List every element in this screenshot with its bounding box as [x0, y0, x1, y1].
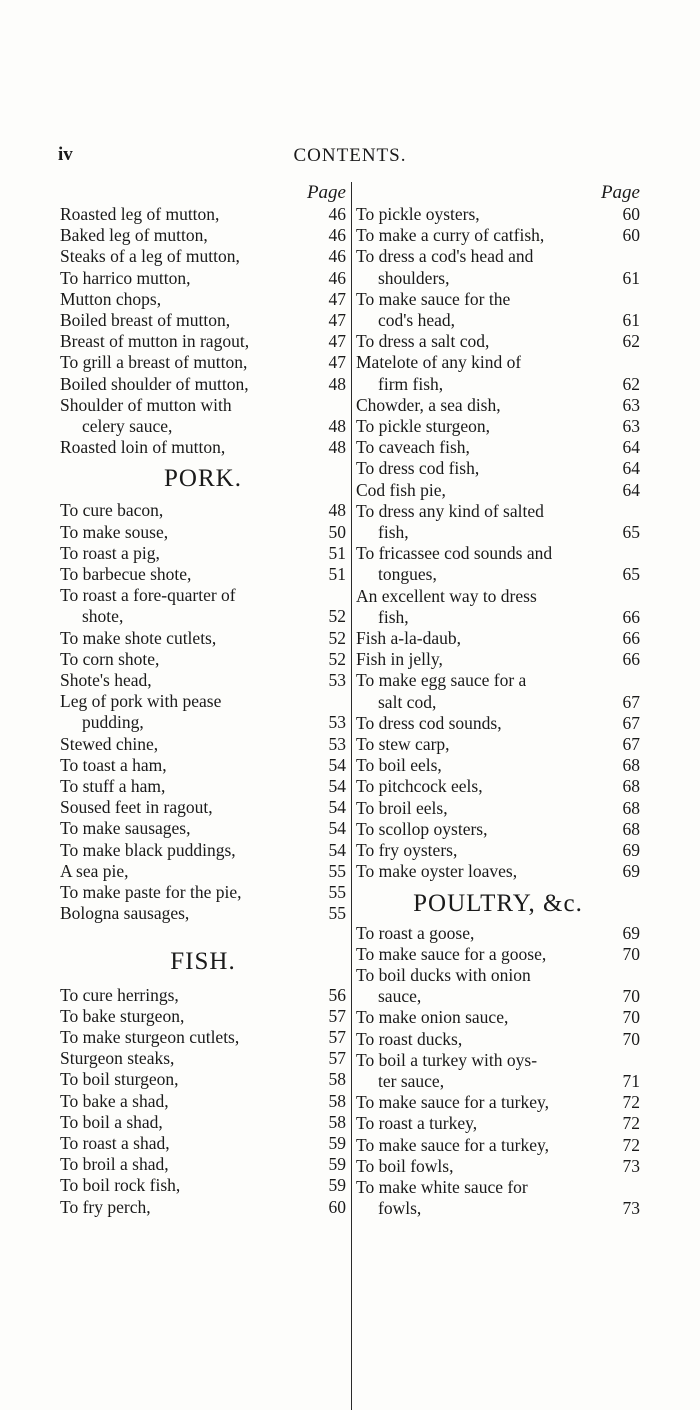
contents-entry: [356, 1071, 640, 1092]
entry-title: To pickle sturgeon,: [356, 416, 491, 437]
contents-entry: [60, 734, 346, 755]
contents-entry: [356, 923, 640, 944]
entry-title: To make white sauce for: [356, 1176, 528, 1197]
contents-entry: [356, 437, 640, 458]
contents-entry: [60, 628, 346, 649]
contents-entry: [60, 818, 346, 839]
entry-page-number: 60: [622, 225, 640, 246]
entry-title: To broil eels,: [356, 797, 448, 818]
entry-page-number: 58: [328, 1090, 346, 1111]
entry-page-number: 53: [328, 712, 346, 733]
contents-entry: [356, 1135, 640, 1156]
contents-entry: [356, 246, 640, 267]
entry-title: To bake a shad,: [60, 1090, 169, 1111]
entry-title: shoulders,: [378, 267, 450, 288]
entry-title: Boiled shoulder of mutton,: [60, 373, 249, 394]
entry-title: To make sturgeon cutlets,: [60, 1026, 240, 1047]
contents-entry: [60, 649, 346, 670]
section-heading-pork: PORK.: [164, 465, 242, 493]
entry-title: Boiled breast of mutton,: [60, 310, 231, 331]
contents-entry: [356, 986, 640, 1007]
entry-title: Stewed chine,: [60, 733, 159, 754]
contents-column-left: [60, 181, 346, 1218]
entry-page-number: 53: [328, 670, 346, 691]
contents-entry: [60, 670, 346, 691]
contents-list: [60, 500, 346, 924]
contents-entry: [60, 522, 346, 543]
contents-entry: [356, 670, 640, 691]
entry-page-number: 70: [622, 986, 640, 1007]
contents-entry: [356, 607, 640, 628]
entry-page-number: 48: [328, 437, 346, 458]
entry-page-number: 55: [328, 860, 346, 881]
contents-entry: [356, 225, 640, 246]
entry-title: cod's head,: [378, 310, 456, 331]
entry-page-number: 69: [622, 840, 640, 861]
contents-entry: [60, 585, 346, 606]
section-heading-poultry: POULTRY, &c.: [413, 889, 583, 917]
contents-entry: [60, 840, 346, 861]
entry-title: To roast a pig,: [60, 542, 160, 563]
contents-entry: [60, 797, 346, 818]
contents-entry: [356, 204, 640, 225]
entry-page-number: 64: [622, 437, 640, 458]
entry-page-number: 54: [328, 839, 346, 860]
contents-entry: [60, 1006, 346, 1027]
entry-title: Mutton chops,: [60, 288, 162, 309]
contents-entry: [356, 1177, 640, 1198]
contents-entry: [356, 395, 640, 416]
contents-list: [356, 204, 640, 883]
entry-page-number: 63: [622, 416, 640, 437]
entry-title: Chowder, a sea dish,: [356, 394, 501, 415]
entry-page-number: 69: [622, 861, 640, 882]
contents-entry: [356, 734, 640, 755]
contents-entry: [356, 268, 640, 289]
entry-title: celery sauce,: [82, 416, 173, 437]
entry-page-number: 58: [328, 1111, 346, 1132]
contents-entry: [356, 755, 640, 776]
entry-page-number: 57: [328, 1026, 346, 1047]
entry-title: fish,: [378, 606, 409, 627]
entry-page-number: 47: [328, 352, 346, 373]
contents-entry: [60, 691, 346, 712]
entry-page-number: 67: [622, 691, 640, 712]
entry-title: To boil sturgeon,: [60, 1069, 179, 1090]
entry-page-number: 47: [328, 310, 346, 331]
entry-page-number: 54: [328, 776, 346, 797]
contents-entry: [356, 522, 640, 543]
contents-entry: [60, 985, 346, 1006]
entry-title: Fish in jelly,: [356, 649, 443, 670]
entry-page-number: 52: [328, 606, 346, 627]
entry-title: To scollop oysters,: [356, 818, 488, 839]
entry-title: To dress cod fish,: [356, 458, 480, 479]
contents-entry: [356, 776, 640, 797]
contents-entry: [356, 965, 640, 986]
contents-entry: [60, 374, 346, 395]
entry-title: To make paste for the pie,: [60, 882, 242, 903]
entry-page-number: 65: [622, 564, 640, 585]
entry-title: To boil rock fish,: [60, 1175, 181, 1196]
contents-entry: [356, 819, 640, 840]
entry-page-number: 54: [328, 818, 346, 839]
contents-entry: [60, 1197, 346, 1218]
entry-page-number: 48: [328, 500, 346, 521]
entry-title: Baked leg of mutton,: [60, 225, 208, 246]
contents-entry: [60, 352, 346, 373]
entry-page-number: 53: [328, 733, 346, 754]
entry-title: Leg of pork with pease: [60, 691, 222, 712]
contents-entry: [356, 416, 640, 437]
entry-page-number: 72: [622, 1134, 640, 1155]
entry-page-number: 63: [622, 394, 640, 415]
entry-title: To corn shote,: [60, 648, 160, 669]
entry-page-number: 70: [622, 943, 640, 964]
entry-title: To dress cod sounds,: [356, 712, 502, 733]
contents-entry: [60, 882, 346, 903]
entry-title: To fry perch,: [60, 1196, 151, 1217]
entry-page-number: 59: [328, 1154, 346, 1175]
contents-entry: [356, 861, 640, 882]
entry-page-number: 68: [622, 797, 640, 818]
contents-entry: [60, 500, 346, 521]
page-column-label: Page: [306, 182, 346, 203]
contents-entry: [356, 1156, 640, 1177]
entry-title: A sea pie,: [60, 860, 129, 881]
entry-page-number: 51: [328, 564, 346, 585]
entry-page-number: 64: [622, 479, 640, 500]
entry-title: To barbecue shote,: [60, 564, 192, 585]
contents-entry: [356, 564, 640, 585]
contents-entry: [60, 437, 346, 458]
entry-title: To boil a shad,: [60, 1111, 163, 1132]
entry-title: To boil a turkey with oys-: [356, 1049, 538, 1070]
page-title: CONTENTS.: [293, 145, 407, 166]
entry-title: To roast a fore-quarter of: [60, 585, 236, 606]
contents-entry: [60, 861, 346, 882]
entry-title: To caveach fish,: [356, 437, 470, 458]
contents-entry: [356, 840, 640, 861]
entry-title: To boil eels,: [356, 755, 442, 776]
entry-title: fowls,: [378, 1198, 422, 1219]
entry-page-number: 62: [622, 373, 640, 394]
entry-title: To boil fowls,: [356, 1155, 454, 1176]
entry-page-number: 60: [622, 204, 640, 224]
entry-page-number: 60: [328, 1196, 346, 1217]
entry-title: Bologna sausages,: [60, 903, 190, 924]
contents-entry: [356, 713, 640, 734]
contents-entry: [356, 628, 640, 649]
contents-entry: [60, 564, 346, 585]
section-heading-fish: FISH.: [170, 947, 236, 975]
entry-page-number: 57: [328, 1005, 346, 1026]
entry-page-number: 68: [622, 818, 640, 839]
entry-title: To stew carp,: [356, 734, 450, 755]
entry-page-number: 61: [622, 267, 640, 288]
entry-page-number: 71: [622, 1070, 640, 1091]
entry-page-number: 68: [622, 755, 640, 776]
page-column-label: Page: [600, 182, 640, 203]
contents-entry: [356, 458, 640, 479]
contents-entry: [60, 310, 346, 331]
entry-title: To stuff a ham,: [60, 776, 166, 797]
contents-entry: [356, 692, 640, 713]
entry-page-number: 50: [328, 521, 346, 542]
contents-column-right: [356, 181, 640, 1219]
entry-page-number: 54: [328, 797, 346, 818]
contents-list: [60, 204, 346, 458]
entry-title: salt cod,: [378, 691, 437, 712]
entry-page-number: 67: [622, 734, 640, 755]
entry-title: To make onion sauce,: [356, 1007, 509, 1028]
entry-title: To pitchcock eels,: [356, 776, 483, 797]
entry-title: To make oyster loaves,: [356, 861, 518, 882]
entry-title: tongues,: [378, 564, 437, 585]
entry-page-number: 70: [622, 1007, 640, 1028]
entry-title: To make sauce for a turkey,: [356, 1092, 549, 1113]
contents-entry: [356, 331, 640, 352]
contents-entry: [356, 501, 640, 522]
entry-title: To make shote cutlets,: [60, 627, 217, 648]
entry-title: Shoulder of mutton with: [60, 394, 232, 415]
entry-page-number: 47: [328, 331, 346, 352]
contents-entry: [356, 1113, 640, 1134]
contents-entry: [60, 395, 346, 416]
contents-entry: [60, 1112, 346, 1133]
contents-entry: [356, 289, 640, 310]
entry-title: To broil a shad,: [60, 1154, 169, 1175]
entry-page-number: 46: [328, 246, 346, 267]
contents-entry: [60, 712, 346, 733]
entry-title: To grill a breast of mutton,: [60, 352, 248, 373]
entry-page-number: 48: [328, 373, 346, 394]
entry-title: To roast a goose,: [356, 922, 475, 943]
contents-entry: [356, 649, 640, 670]
contents-entry: [60, 903, 346, 924]
entry-title: To pickle oysters,: [356, 204, 480, 224]
entry-page-number: 52: [328, 648, 346, 669]
entry-title: An excellent way to dress: [356, 585, 537, 606]
contents-entry: [356, 352, 640, 373]
entry-page-number: 59: [328, 1132, 346, 1153]
entry-title: To make egg sauce for a: [356, 670, 527, 691]
entry-title: ter sauce,: [378, 1070, 445, 1091]
entry-page-number: 61: [622, 310, 640, 331]
entry-page-number: 51: [328, 542, 346, 563]
entry-title: Fish a-la-daub,: [356, 628, 461, 649]
entry-page-number: 66: [622, 628, 640, 649]
entry-page-number: 59: [328, 1175, 346, 1196]
contents-entry: [356, 944, 640, 965]
entry-title: To roast a shad,: [60, 1132, 170, 1153]
entry-page-number: 69: [622, 922, 640, 943]
entry-page-number: 66: [622, 649, 640, 670]
entry-page-number: 72: [622, 1113, 640, 1134]
entry-page-number: 64: [622, 458, 640, 479]
contents-entry: [60, 543, 346, 564]
entry-title: To make black puddings,: [60, 839, 236, 860]
entry-page-number: 46: [328, 204, 346, 224]
entry-page-number: 48: [328, 416, 346, 437]
entry-page-number: 55: [328, 882, 346, 903]
contents-entry: [60, 1133, 346, 1154]
entry-title: Cod fish pie,: [356, 479, 446, 500]
contents-entry: [60, 755, 346, 776]
contents-entry: [60, 246, 346, 267]
contents-entry: [60, 289, 346, 310]
contents-entry: [60, 416, 346, 437]
contents-entry: [356, 1198, 640, 1219]
contents-entry: [356, 1092, 640, 1113]
contents-entry: [356, 586, 640, 607]
contents-entry: [60, 1154, 346, 1175]
entry-title: Roasted leg of mutton,: [60, 204, 220, 224]
contents-entry: [356, 1029, 640, 1050]
entry-title: To bake sturgeon,: [60, 1005, 185, 1026]
entry-title: To cure herrings,: [60, 984, 179, 1005]
entry-page-number: 73: [622, 1155, 640, 1176]
contents-entry: [60, 1069, 346, 1090]
entry-title: To roast ducks,: [356, 1028, 463, 1049]
entry-page-number: 72: [622, 1092, 640, 1113]
contents-entry: [60, 776, 346, 797]
entry-title: To fricassee cod sounds and: [356, 543, 553, 564]
entry-title: To make sauce for a goose,: [356, 943, 547, 964]
contents-entry: [60, 204, 346, 225]
contents-entry: [60, 1048, 346, 1069]
entry-page-number: 58: [328, 1069, 346, 1090]
entry-page-number: 55: [328, 903, 346, 924]
entry-page-number: 65: [622, 522, 640, 543]
entry-title: firm fish,: [378, 373, 444, 394]
entry-title: Shote's head,: [60, 670, 152, 691]
entry-title: To make sauce for the: [356, 288, 511, 309]
entry-page-number: 54: [328, 754, 346, 775]
contents-list: [356, 923, 640, 1220]
entry-title: To roast a turkey,: [356, 1113, 478, 1134]
entry-title: To dress a cod's head and: [356, 246, 534, 267]
contents-list: [60, 985, 346, 1218]
contents-entry: [60, 1091, 346, 1112]
entry-title: To fry oysters,: [356, 840, 458, 861]
entry-title: fish,: [378, 522, 409, 543]
entry-title: To harrico mutton,: [60, 267, 191, 288]
entry-title: Steaks of a leg of mutton,: [60, 246, 240, 267]
entry-page-number: 52: [328, 627, 346, 648]
contents-entry: [60, 1175, 346, 1196]
entry-title: To dress any kind of salted: [356, 500, 544, 521]
entry-title: To make a curry of catfish,: [356, 225, 545, 246]
contents-entry: [356, 1007, 640, 1028]
column-divider: [351, 182, 352, 1410]
contents-entry: [60, 225, 346, 246]
entry-page-number: 68: [622, 776, 640, 797]
entry-page-number: 57: [328, 1048, 346, 1069]
entry-page-number: 67: [622, 712, 640, 733]
entry-page-number: 56: [328, 984, 346, 1005]
entry-title: Roasted loin of mutton,: [60, 437, 226, 458]
entry-title: pudding,: [82, 712, 144, 733]
entry-title: To dress a salt cod,: [356, 331, 490, 352]
page-number: iv: [58, 144, 73, 165]
entry-title: To make sausages,: [60, 818, 191, 839]
entry-title: To toast a ham,: [60, 754, 167, 775]
entry-title: To boil ducks with onion: [356, 964, 531, 985]
contents-entry: [60, 268, 346, 289]
contents-entry: [60, 1027, 346, 1048]
contents-entry: [356, 374, 640, 395]
entry-page-number: 46: [328, 267, 346, 288]
entry-title: To make sauce for a turkey,: [356, 1134, 549, 1155]
contents-entry: [356, 543, 640, 564]
contents-entry: [356, 480, 640, 501]
contents-entry: [60, 606, 346, 627]
contents-entry: [356, 1050, 640, 1071]
entry-page-number: 66: [622, 606, 640, 627]
contents-entry: [60, 331, 346, 352]
entry-page-number: 73: [622, 1198, 640, 1219]
entry-page-number: 70: [622, 1028, 640, 1049]
entry-page-number: 46: [328, 225, 346, 246]
entry-title: Soused feet in ragout,: [60, 797, 213, 818]
entry-title: To make souse,: [60, 521, 169, 542]
entry-title: Sturgeon steaks,: [60, 1048, 175, 1069]
entry-title: Breast of mutton in ragout,: [60, 331, 250, 352]
entry-title: To cure bacon,: [60, 500, 164, 521]
entry-page-number: 62: [622, 331, 640, 352]
entry-title: shote,: [82, 606, 124, 627]
entry-page-number: 47: [328, 288, 346, 309]
entry-title: Matelote of any kind of: [356, 352, 522, 373]
contents-entry: [356, 798, 640, 819]
entry-title: sauce,: [378, 986, 422, 1007]
contents-entry: [356, 310, 640, 331]
